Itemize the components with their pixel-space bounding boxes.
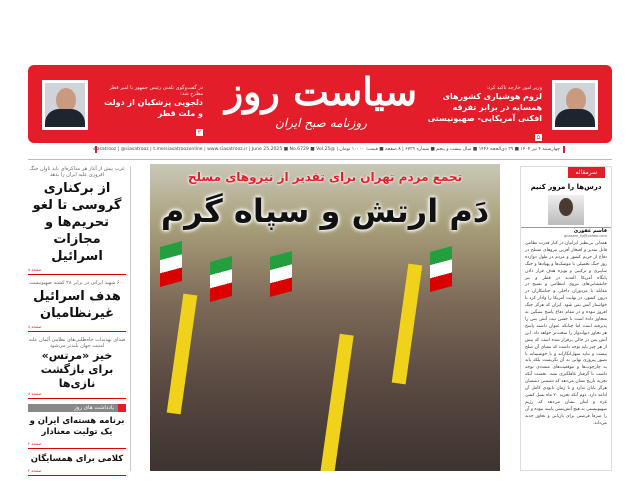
main-headline: دَم ارتش و سپاه گرم: [160, 192, 490, 230]
teaser-headline: لزوم هوشیاری کشورهای همسایه در برابر تفرقه افکنی آمریکایی- صهیونیستی: [427, 92, 542, 123]
story-kicker: صدای تهدیدات جاه‌طلبی‌های نظامی آلمان علیه امنیت جهان بلندتر می‌شود: [28, 337, 126, 349]
story-kicker: غرب پیش از آغاز هر مذاکره‌ای باید تاوان جنگ افروزی علیه ایران را بدهد: [29, 166, 125, 178]
story[interactable]: [28, 337, 126, 399]
flag: [210, 256, 232, 302]
yellow-flag: [392, 264, 423, 385]
note[interactable]: [28, 454, 126, 476]
story-kicker: ۶۰۰ شهید ایرانی در برابر ۲۸ کشته صهیونیست: [29, 280, 125, 286]
story-headline: خیز «مرتس» برای بازگشت نازی‌ها: [40, 349, 114, 390]
note-headline: کلامی برای همسایگان: [30, 454, 124, 464]
page-ref: صفحه ۲: [28, 468, 126, 476]
teaser-headline: دلجویی پزشکیان از دولت و ملت قطر: [104, 98, 203, 118]
main-photo[interactable]: [150, 164, 500, 471]
logo-subtitle: روزنامه صبح ایران: [275, 116, 367, 130]
issue-info-line: چهارشنبه ۴ تیر ۱۴۰۴ ■ ۲۹ ذی‌الحجه ۱۴۴۶ ■ سال بیست و پنجم ■ شماره ۶۷۲۹ | ۸ صفحه ■ قیمت: ۱۰۰۰۰ تومان | @siasatrooz | @siasatrooz | t.me/siasatroozonline | www.siasatrooz.ir | June 25.2025 ■ No.6729 ■ Vol.25: [95, 146, 565, 153]
teaser-page: ۵: [536, 134, 540, 141]
editorial-title[interactable]: درس‌ها را مرور کنیم: [530, 183, 602, 191]
page-ref: صفحه ۲: [28, 441, 126, 449]
story[interactable]: [28, 166, 126, 275]
page-ref: صفحه ۸: [28, 324, 126, 332]
note[interactable]: [28, 416, 126, 449]
page-ref: صفحه ۸: [28, 267, 126, 275]
yellow-flag: [167, 294, 198, 415]
story-headline: از برکناری گروسی تا لغو تحریم‌ها و مجازات اسرائیل: [32, 181, 122, 264]
divider: [28, 159, 612, 160]
right-teaser[interactable]: [427, 85, 542, 143]
author-photo: [548, 195, 584, 225]
page-ref: صفحه ۸: [28, 391, 126, 399]
author-name: قاسم غفوری: [521, 227, 611, 234]
foreign-minister-photo: [552, 80, 598, 130]
flag: [160, 241, 182, 287]
section-label: یادداشت های روز: [28, 404, 126, 412]
editorial-column: [520, 166, 612, 471]
masthead: [28, 65, 612, 143]
editorial-body: همدلی بی‌نظیر ایرانیان در کنار قدرت نظامی قابل تقدیر و افتخار آفرین نیروهای مسلح در دفاع از حریم کشور و مردم در طول دوازده روز جنگ تحمیلی با موشک‌ها و پهپادها و جنگ سایبری و ترکیبی و بویژه هدف قرار دادن پایگاه آمریکا العدید در قطر و نیز جانفشانی‌های نیروی انتظامی و بسیج در مقابله با مزدوران داخلی و جنایتکاران در درون کشور، در نهایت آمریکا را وادار کرد تا خواستار آتش بس شود. ایران که هرگز جنگ افروز نبوده و در مقام دفاع پاسخ سنگین به متجاوز داده است با حسن نیت آتش بس را پذیرفته است اما چنانکه عنوان داشته پاسخ هر تجاوز دیوانه‌وار را سخت‌تر خواهد داد. این آتش بس در حالی برقرار شده است که پیش از هر چیز باید توجه داشت که معنای آن صلح نیست و نباید سهل‌انگارانه و یا خوشبینانه با تصور پیروزی نهایی به آن نگریست بلکه باید به چارچوب‌ها و موقعیت‌های متعددی توجه داشت تا گرفتار غافلگیری نشد. نخست آنکه تجربه تاریخ نشان می‌دهد که دشمنی دشمنان هرگز پایان ندارد و تا زمان نابودی کامل آن ادامه دارد. دوم آنکه تجربه ۲۰ ماه نسل کشی غزه و لبنان نشان می‌دهد که رژیم صهیونیستی به هیچ آتش‌بسی پایبند نبوده و آن را صرفا فرصتی برای بازیابی و تجاوز جدید می‌داند.: [525, 241, 607, 426]
left-teaser[interactable]: [98, 85, 203, 138]
flag: [270, 251, 292, 297]
yellow-flag: [320, 334, 353, 471]
newspaper-logo: [206, 69, 436, 131]
note-headline: برنامه هسته‌ای ایران و یک تولیت معنادار: [29, 416, 125, 437]
teaser-kicker: در گفت‌وگوی تلفنی رئیس جمهور با امیر قطر مطرح شد:: [109, 85, 203, 97]
story[interactable]: [28, 280, 126, 332]
story-headline: هدف اسرائیل غیرنظامیان: [33, 289, 121, 321]
editorial-tag: سرمقاله: [568, 167, 605, 178]
column-divider: [130, 166, 131, 471]
logo-name: سیاست روز: [224, 69, 418, 114]
teaser-kicker: وزیر امور خارجه تاکید کرد:: [486, 85, 542, 91]
left-column: [28, 166, 126, 481]
president-photo: [42, 80, 88, 130]
flag: [430, 246, 452, 292]
main-subheadline: تجمع مردم تهران برای تقدیر از نیروهای مسلح: [187, 170, 463, 184]
teaser-page: ۲: [197, 129, 201, 136]
author-email: ghasem_fg@yahoo.com: [563, 234, 607, 238]
